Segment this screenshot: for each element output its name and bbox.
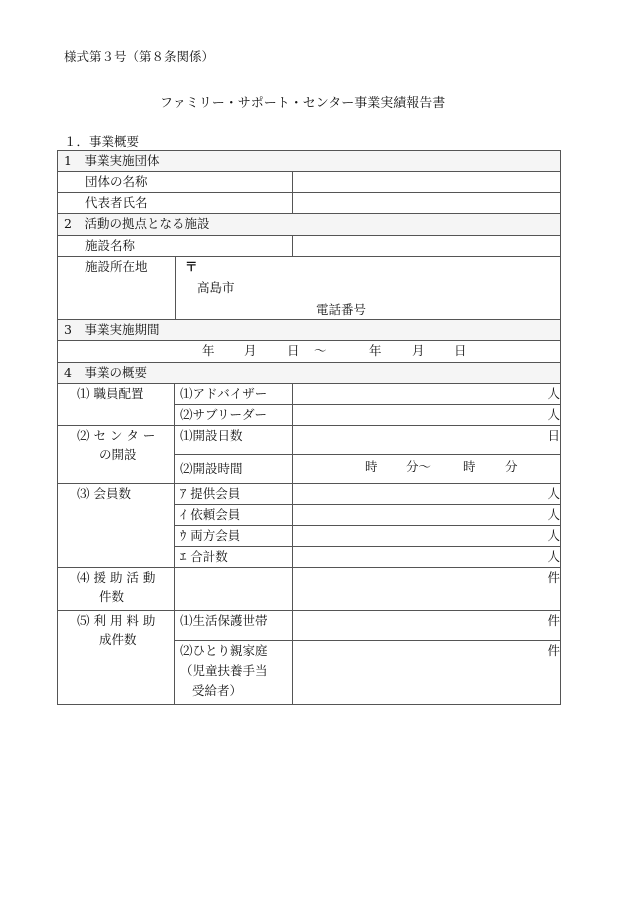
facility-name-field[interactable] [293,236,561,257]
report-table [57,150,561,705]
support-count-empty [175,568,293,611]
period-month-to: 月 [412,343,425,358]
subsidy-label: ⑸ 利 用 料 助 成件数 [58,611,175,705]
hour-to: 時 [463,459,476,474]
rep-name-field[interactable] [293,193,561,214]
open-hours-field[interactable] [293,455,561,484]
provide-members-field[interactable]: 人 [293,484,561,505]
center-open-label: ⑵ セ ン タ ー の開設 [58,426,175,484]
section-1-header: 1 事業実施団体 [58,151,561,172]
both-members-label: ｳ 両方会員 [175,526,293,547]
period-row[interactable] [58,341,561,363]
welfare-label: ⑴生活保護世帯 [175,611,293,641]
period-tilde: ～ [314,343,327,358]
both-members-field[interactable]: 人 [293,526,561,547]
single-parent-field[interactable]: 件 [293,641,561,705]
address-divider [175,257,176,319]
period-month-from: 月 [244,343,257,358]
open-days-unit: 日 [547,428,560,443]
section-2-header: 2 活動の拠点となる施設 [58,214,561,236]
facility-name-label: 施設名称 [58,236,293,257]
members-label: ⑶ 会員数 [58,484,175,568]
advisor-label: ⑴アドバイザー [175,384,293,405]
provide-members-label: ｱ 提供会員 [175,484,293,505]
phone-label: 電話番号 [316,302,367,317]
org-name-label: 団体の名称 [58,172,293,193]
document-title: ファミリー・サポート・センター事業実績報告書 [160,96,446,111]
facility-address-label: 施設所在地 [85,259,148,274]
period-day-from: 日 [287,343,300,358]
subleader-label: ⑵サブリーダー [175,405,293,426]
postal-mark: 〒 [185,259,198,274]
request-members-label: ｲ 依頼会員 [175,505,293,526]
city-name: 高島市 [197,280,235,295]
min-to: 分 [505,459,518,474]
total-members-label: ｴ 合計数 [175,547,293,568]
rep-name-label: 代表者氏名 [58,193,293,214]
min-from: 分～ [406,459,432,474]
staff-label: ⑴ 職員配置 [58,384,175,426]
period-year-from: 年 [202,343,215,358]
open-days-field[interactable] [293,426,561,455]
subleader-unit: 人 [547,407,560,422]
total-members-field[interactable]: 人 [293,547,561,568]
hour-from: 時 [365,459,378,474]
open-hours-label: ⑵開設時間 [175,455,293,484]
request-members-field[interactable]: 人 [293,505,561,526]
period-day-to: 日 [454,343,467,358]
support-count-label: ⑷ 援 助 活 動 件数 [58,568,175,611]
section-heading: １．事業概要 [64,134,140,149]
welfare-field[interactable]: 件 [293,611,561,641]
facility-address-row [58,257,561,320]
advisor-field[interactable] [293,384,561,405]
org-name-field[interactable] [293,172,561,193]
section-4-header: 4 事業の概要 [58,363,561,384]
open-days-label: ⑴開設日数 [175,426,293,455]
period-year-to: 年 [369,343,382,358]
section-3-header: 3 事業実施期間 [58,320,561,341]
advisor-unit: 人 [547,386,560,401]
subleader-field[interactable] [293,405,561,426]
single-parent-label: ⑵ひとり親家庭 （児童扶養手当 受給者） [175,641,293,705]
form-number: 様式第３号（第８条関係） [64,49,215,64]
support-count-field[interactable]: 件 [293,568,561,611]
